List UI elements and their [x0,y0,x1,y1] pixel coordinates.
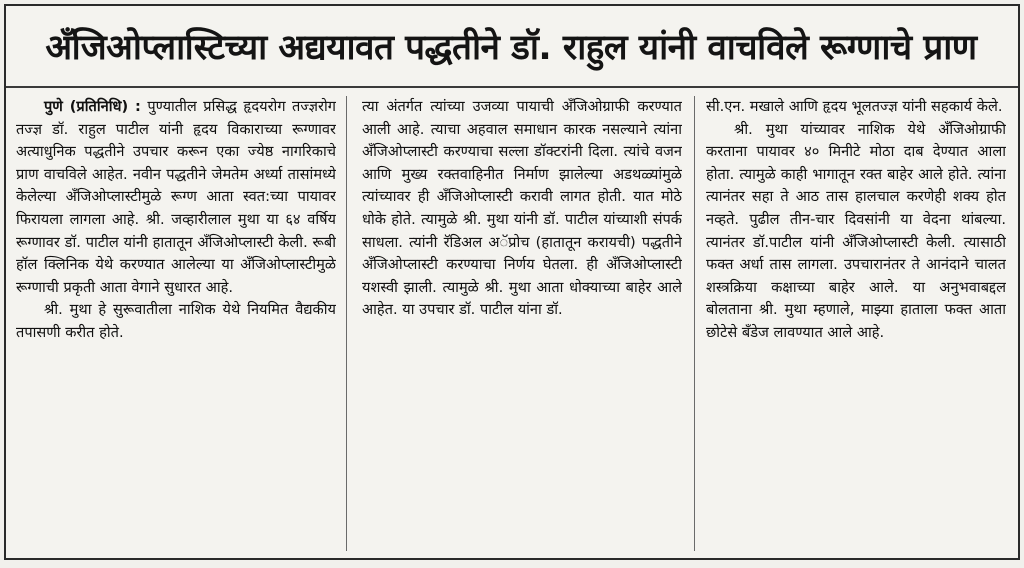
article-paragraph: त्या अंतर्गत त्यांच्या उजव्या पायाची अँजिओग्राफी करण्यात आली आहे. त्याचा अहवाल समाधान कारक नसल्याने त्यांना अँजिओप्लास्टी करण्याचा सल्ला डॉक्टरांनी दिला. त्यांचे वजन आणि मुख्य रक्तवाहिनीत निर्माण झालेल्या अडथळ्यांमुळे त्यांच्यावर ही अँजिओप्लास्टी करावी लागत होती. यात मोठे धोके होते. त्यामुळे श्री. मुथा यांनी डॉ. पाटील यांच्याशी संपर्क साधला. त्यांनी रॅडिअल अॅप्रोच (हातातून करायची) पद्धतीने अँजिओप्लास्टी करण्याचा निर्णय घेतला. ही अँजिओप्लास्टी यशस्वी झाली. त्यामुळे श्री. मुथा आता धोक्याच्या बाहेर आले आहेत. या उपचार डॉ. पाटील यांना डॉ. [362,98,682,319]
headline-rule [6,86,1018,88]
headline: अँजिओप्लास्टिच्या अद्ययावत पद्धतीने डॉ. राहुल यांनी वाचविले रूग्णाचे प्राण [45,27,977,68]
article-paragraph [16,96,336,299]
article-paragraph: सी.एन. मखाले आणि हृदय भूलतज्ज्ञ यांनी सहकार्य केले. [706,98,1003,115]
article-column-3 [706,96,1006,551]
column-divider [694,96,695,551]
paragraph-text: पुण्यातील प्रसिद्ध हृदयरोग तज्ज्ञरोग तज्ज्ञ डॉ. राहुल पाटील यांनी हृदय विकाराच्या रूग्णावर अत्याधुनिक पद्धतीने उपचार करून एका ज्येष्ठ नागरिकाचे प्राण वाचविले आहेत. नवीन पद्धतीने जेमतेम अर्ध्या तासांमध्ये केलेल्या अँजिओप्लास्टीमुळे रूग्ण आता स्वत:च्या पायावर फिरायला लागला आहे. श्री. जव्हारीलाल मुथा या ६४ वर्षिय रूग्णावर डॉ. पाटील यांनी हातातून अँजिओप्लास्टी केली. रूबी हॉल क्लिनिक येथे करण्यात आलेल्या या अँजिओप्लास्टीमुळे रूग्णाची प्रकृती आता वेगाने सुधारत आहे. [16,98,336,296]
article-column-1 [16,96,336,551]
column-divider [346,96,347,551]
dateline: पुणे (प्रतिनिधि) : [44,98,141,115]
article-paragraph: श्री. मुथा यांच्यावर नाशिक येथे अँजिओग्राफी करताना पायावर ४० मिनीटे मोठा दाब देण्यात आला होता. त्यामुळे काही भागातून रक्त बाहेर आले होते. त्यांना त्यानंतर सहा ते आठ तास हालचाल करणेही शक्य होत नव्हते. पुढील तीन-चार दिवसांनी या वेदना थांबल्या. त्यानंतर डॉ.पाटील यांनी अँजिओप्लास्टी केली. त्यासाठी फक्त अर्धा तास लागला. उपचारानंतर ते आनंदाने चालत शस्त्रक्रिया कक्षाच्या बाहेर आले. या अनुभवाबद्दल बोलताना श्री. मुथा म्हणाले, माझ्या हाताला फक्त आता छोटेसे बँडेज लावण्यात आले आहे. [706,120,1006,341]
article-paragraph: श्री. मुथा हे सुरूवातीला नाशिक येथे नियमित वैद्यकीय तपासणी करीत होते. [16,301,336,341]
newspaper-clipping [4,4,1020,560]
article-column-2 [362,96,682,551]
